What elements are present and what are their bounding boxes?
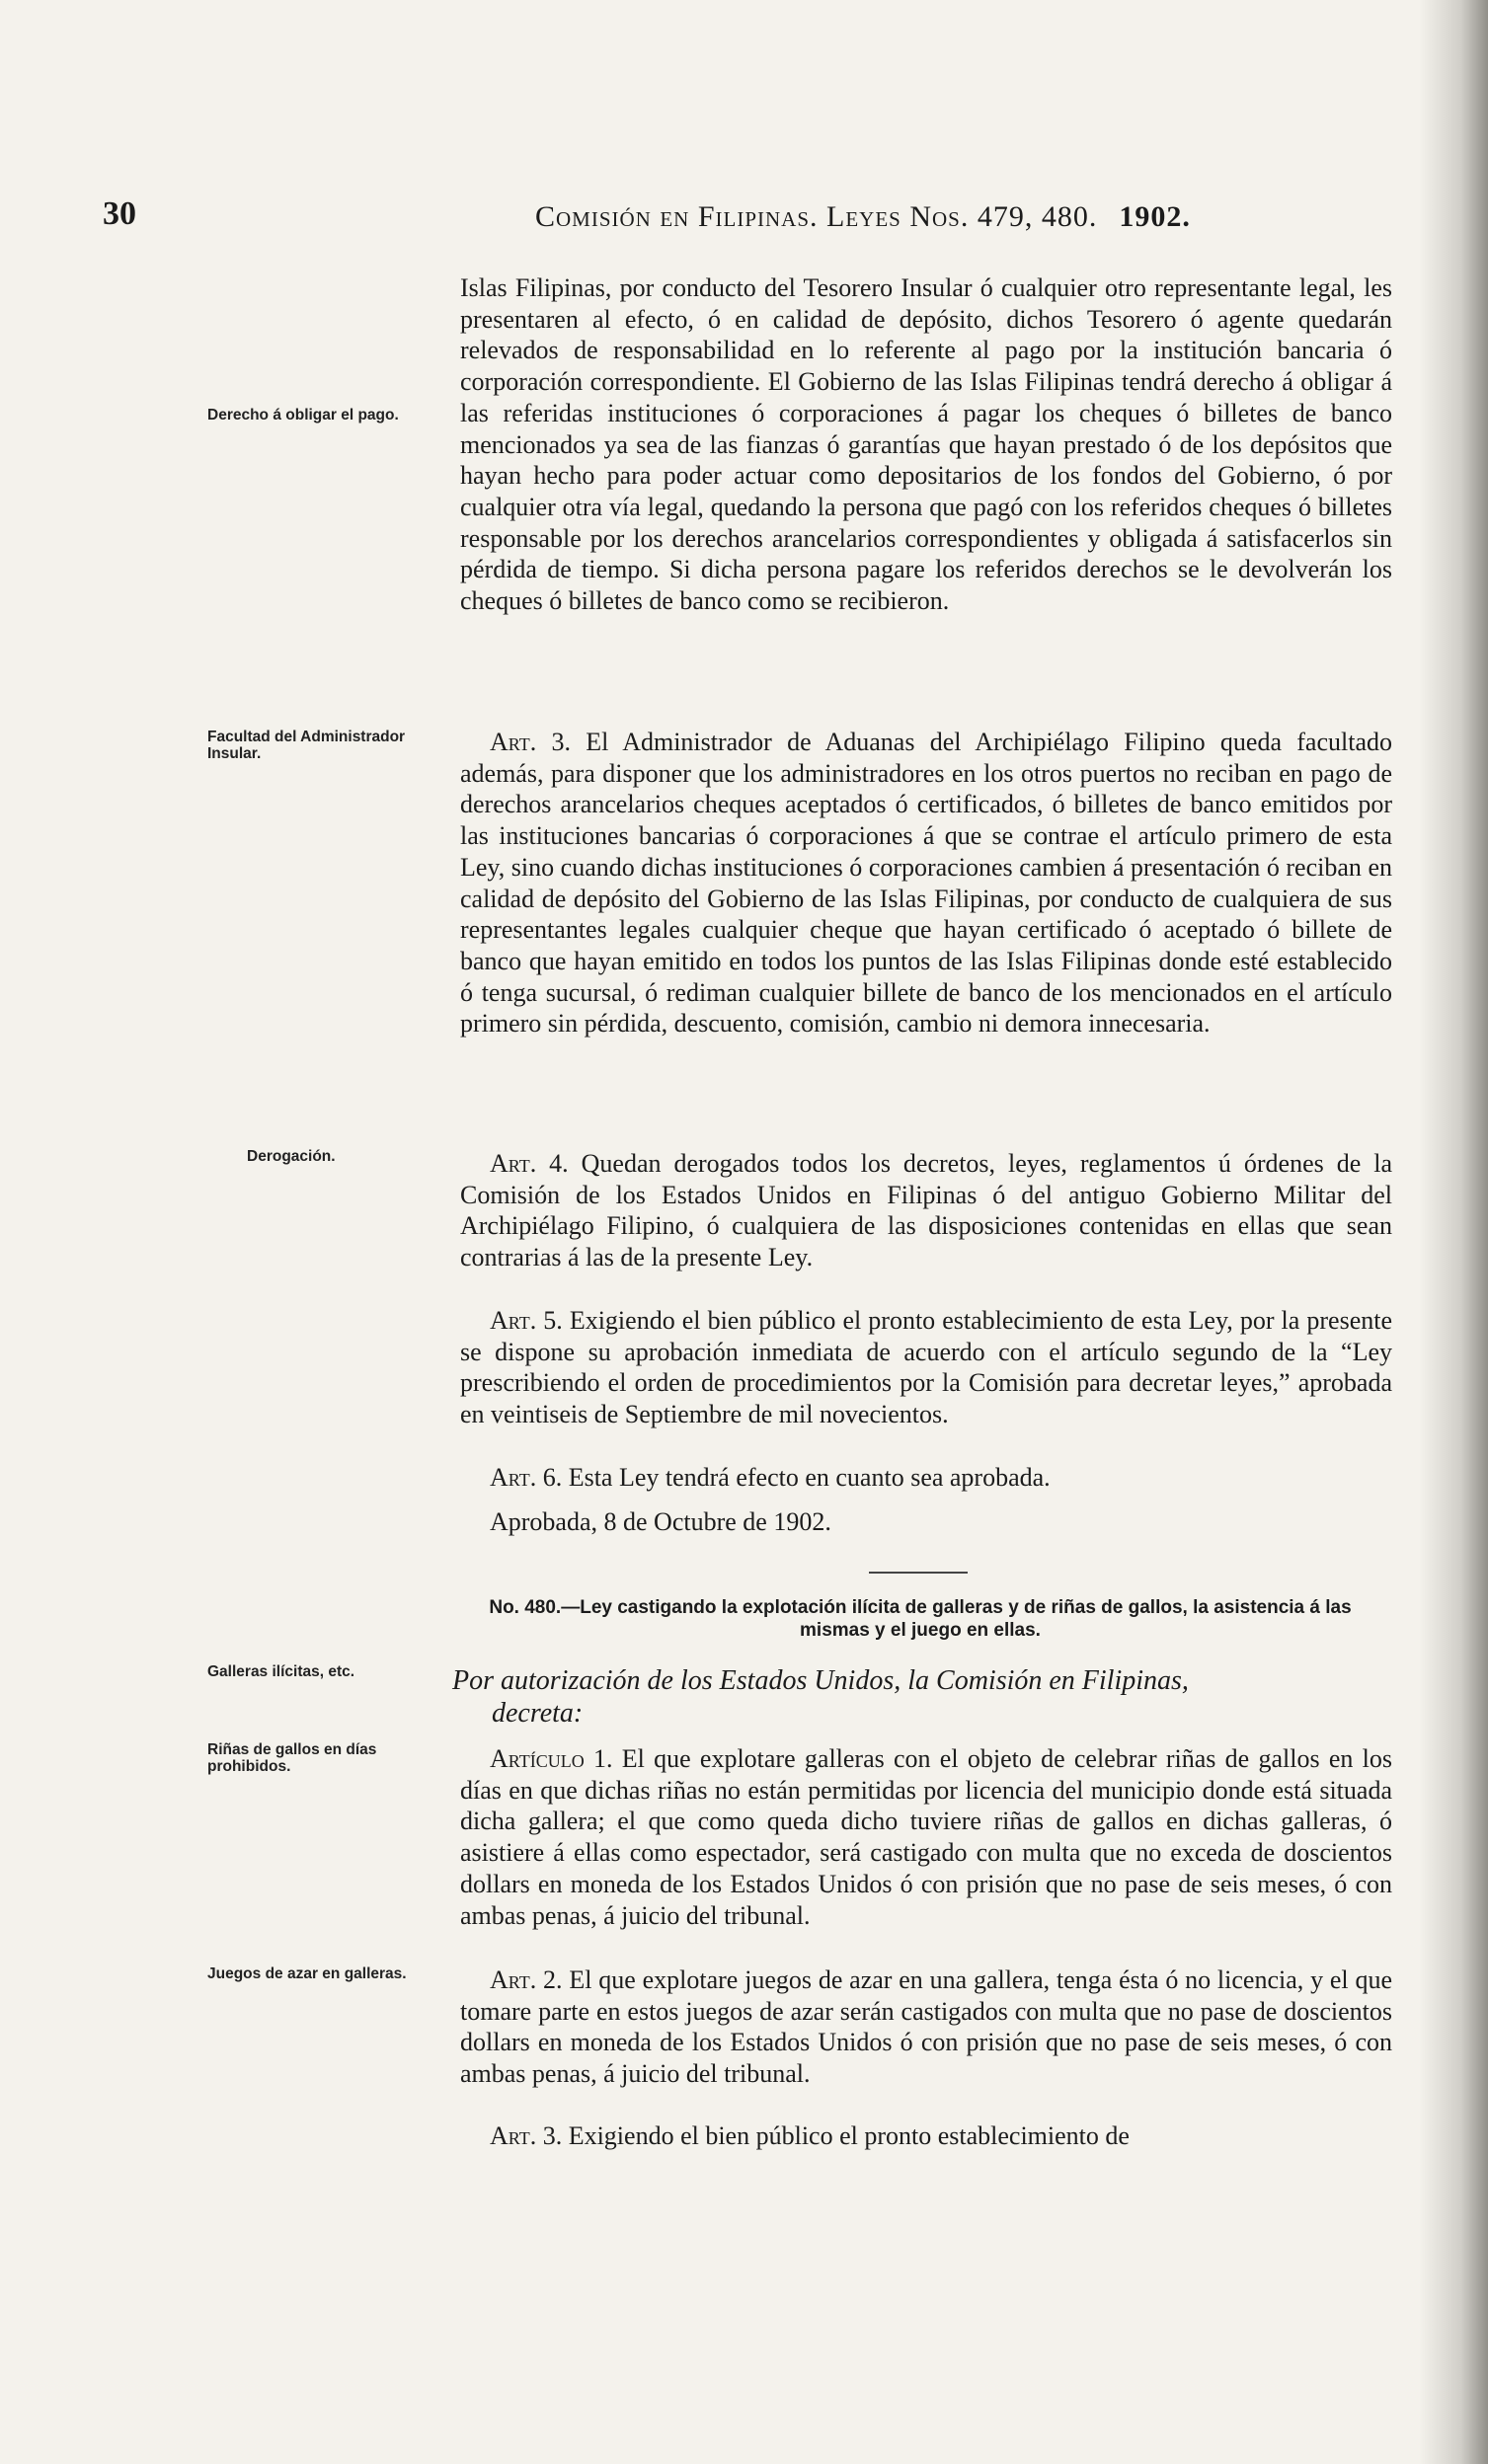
running-head-year: 1902. <box>1119 200 1191 233</box>
article-text: El Administrador de Aduanas del Archipiélago Filipino queda facultado además, para disponer que los administradores en los otros puertos no reciban en pago de derechos arancelarios cheques aceptados ó certificados, ó billetes de banco emitidos por las instituciones bancarias ó corporaciones á que se contrae el artículo primero de esta Ley, sino cuando dichas instituciones ó corporaciones cambien á presentación ó reciban en calidad de depósito del Gobierno de las Islas Filipinas, por conducto de cualquiera de sus representantes legales cualquier cheque que hayan certificado ó aceptado ó billete de banco que hayan emitido en todos los puntos de las Islas Filipinas donde esté establecido ó tenga sucursal, ó rediman cualquier billete de banco de los mencionados en el artículo primero sin pérdida, descuento, comisión, cambio ni demora innecesaria. <box>460 728 1392 1039</box>
margin-note-galleras: Galleras ilícitas, etc. <box>207 1663 355 1680</box>
law479-article-5 <box>460 1305 1392 1430</box>
article-label: Art. 3. <box>490 728 571 756</box>
running-head-title: Comisión en Filipinas. Leyes Nos. 479, 480. <box>535 200 1098 233</box>
article-label: Art. 6. <box>490 1463 563 1492</box>
page-edge-shadow <box>1419 0 1488 2464</box>
running-head <box>535 200 1191 234</box>
margin-note-derogacion: Derogación. <box>247 1148 336 1165</box>
law479-approval-date: Aprobada, 8 de Octubre de 1902. <box>490 1507 831 1536</box>
article-label: Art. 4. <box>490 1149 569 1178</box>
law480-article-2 <box>460 1964 1392 2090</box>
article-text: El que explotare galleras con el objeto de celebrar riñas de gallos en los días en que dichas riñas no están permitidas por licencia del municipio donde está situada dicha gallera; el que como queda dicho tuviere riñas de gallos en dichas galleras, ó asistiere á ellas como espectador, será castigado con multa que no exceda de doscientos dollars en moneda de los Estados Unidos ó con prisión que no pase de seis meses, ó con ambas penas, á juicio del tribunal. <box>460 1744 1392 1930</box>
section-divider <box>869 1572 968 1574</box>
article-label: Art. 3. <box>490 2121 563 2150</box>
law480-article-3 <box>460 2120 1392 2152</box>
article-text: El que explotare juegos de azar en una gallera, tenga ésta ó no licencia, y el que tomare parte en estos juegos de azar serán castigados con multa que no pase de doscientos dollars en moneda de los Estados Unidos ó con prisión que no pase de seis meses, ó con ambas penas, á juicio del tribunal. <box>460 1965 1392 2089</box>
article-label: Artículo 1. <box>490 1744 613 1773</box>
article-label: Art. 5. <box>490 1306 563 1335</box>
law480-article-1 <box>460 1743 1392 1931</box>
law479-article-4 <box>460 1148 1392 1273</box>
page-number: 30 <box>103 195 136 232</box>
enacting-line-1: Por autorización de los Estados Unidos, la Comisión en Filipinas, <box>452 1665 1189 1696</box>
margin-note-juegos: Juegos de azar en galleras. <box>207 1965 407 1982</box>
margin-note-rinas: Riñas de gallos en días prohibidos. <box>207 1741 377 1775</box>
article-text: Quedan derogados todos los decretos, leyes, reglamentos ú órdenes de la Comisión de los Estados Unidos en Filipinas ó del antiguo Gobierno Militar del Archipiélago Filipino, ó cualquiera de las disposiciones contenidas en ellas que sean contrarias á las de la presente Ley. <box>460 1149 1392 1272</box>
law479-article-3 <box>460 727 1392 1040</box>
article-text: Esta Ley tendrá efecto en cuanto sea aprobada. <box>568 1463 1051 1492</box>
law480-enacting-clause <box>452 1664 1388 1730</box>
article-label: Art. 2. <box>490 1965 563 1994</box>
margin-note-derecho: Derecho á obligar el pago. <box>207 407 399 424</box>
law479-article-6 <box>460 1462 1392 1494</box>
law479-paragraph-continued: Islas Filipinas, por conducto del Tesorero Insular ó cualquier otro representante legal, les presentaren al efecto, ó en calidad de depósito, dichos Tesorero ó agente quedarán relevados de responsabilidad en lo referente al pago por la institución bancaria ó corporación correspondiente. El Gobierno de las Islas Filipinas tendrá derecho á obligar á las referidas instituciones ó corporaciones á pagar los cheques ó billetes de banco mencionados ya sea de las fianzas ó garantías que hayan prestado ó de los depósitos que hayan hecho para poder actuar como depositarios de los fondos del Gobierno, ó por cualquier otra vía legal, quedando la persona que pagó con los referidos cheques ó billetes responsable por los derechos arancelarios correspondientes y obligada á satisfacerlos sin pérdida de tiempo. Si dicha persona pagare los referidos derechos se le devolverán los cheques ó billetes de banco como se recibieron. <box>460 273 1392 616</box>
margin-note-facultad: Facultad del Administrador Insular. <box>207 729 406 762</box>
article-text: Exigiendo el bien público el pronto establecimiento de esta Ley, por la presente se dispone su aprobación inmediata de acuerdo con el artículo segundo de la “Ley prescribiendo el orden de procedimientos por la Comisión para decretar leyes,” aprobada en veintiseis de Septiembre de mil novecientos. <box>460 1306 1392 1429</box>
enacting-line-2: decreta: <box>492 1698 584 1729</box>
article-text: Exigiendo el bien público el pronto establecimiento de <box>568 2121 1130 2150</box>
law480-title: No. 480.—Ley castigando la explotación ilícita de galleras y de riñas de gallos, la asistencia á las mismas y el juego en ellas. <box>489 1597 1352 1641</box>
